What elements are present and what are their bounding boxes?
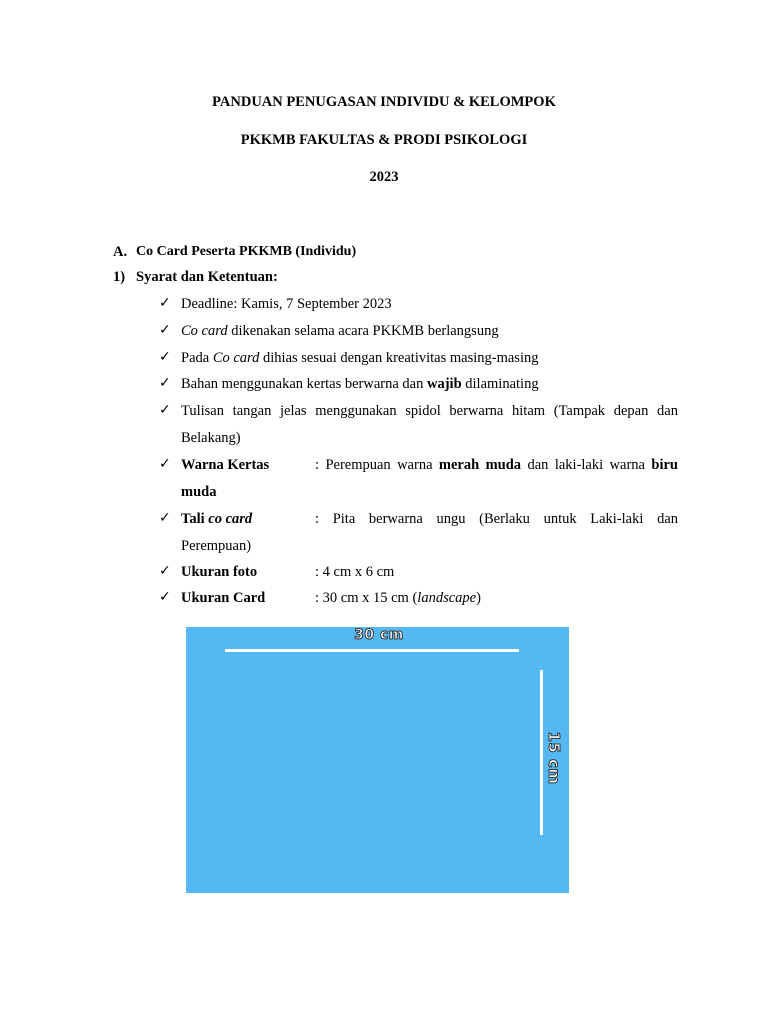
co-card-diagram [186,627,569,893]
spec-card-value [315,589,481,607]
subsection-1-title: Syarat dan Ketentuan: [136,269,278,285]
spec-text-bold: merah muda [438,457,522,473]
item-text: Bahan menggunakan kertas berwarna dan [181,376,427,392]
spec-text-bold: biru [651,457,678,473]
card-height-label: 15 cm [545,731,563,785]
spec-text: : Perempuan warna [315,457,439,473]
item-deadline: Deadline: Kamis, 7 September 2023 [181,296,392,312]
item-text: Pada [181,350,213,366]
item-text-bold: wajib [427,376,462,392]
item-text-italic: Co card [212,350,260,366]
check-icon: ✓ [159,589,171,605]
card-width-line [225,649,519,652]
spec-text: dan laki-laki warna [521,457,652,473]
item-text: dihias sesuai dengan kreativitas masing-masing [259,350,539,366]
item-text: dikenakan selama acara PKKMB berlangsung [227,323,499,339]
spec-tali-value-cont: Perempuan) [181,538,252,554]
spec-tali-value: : Pita berwarna ungu (Berlaku untuk Laki-laki dan [315,511,678,527]
check-icon: ✓ [159,510,171,526]
section-a-marker: A. [113,244,128,260]
check-icon: ✓ [159,349,171,365]
document-year: 2023 [369,169,399,185]
check-icon: ✓ [159,375,171,391]
subsection-1-marker: 1) [113,269,126,285]
card-height-line [540,670,543,835]
check-icon: ✓ [159,322,171,338]
spec-text: : 30 cm x 15 cm ( [315,590,418,606]
spec-warna-label-cont: muda [181,484,217,500]
item-handwriting-line2: Belakang) [181,430,241,446]
spec-text-italic: landscape [417,590,477,606]
check-icon: ✓ [159,402,171,418]
check-icon: ✓ [159,563,171,579]
spec-text-bold-italic: co card [208,511,253,527]
spec-warna-label: Warna Kertas [181,457,270,473]
spec-warna-value [315,456,678,474]
item-text-italic: Co card [181,323,228,339]
spec-card-label: Ukuran Card [181,590,266,606]
document-subtitle: PKKMB FAKULTAS & PRODI PSIKOLOGI [240,132,528,148]
spec-text: ) [476,590,481,606]
check-icon: ✓ [159,456,171,472]
check-icon: ✓ [159,295,171,311]
item-material [181,375,539,393]
spec-foto-value: : 4 cm x 6 cm [315,564,395,580]
spec-text-bold: Tali [181,511,209,527]
item-handwriting-line1: Tulisan tangan jelas menggunakan spidol berwarna hitam (Tampak depan dan [181,403,678,419]
item-decoration [181,349,538,367]
item-text: dilaminating [461,376,539,392]
spec-foto-label: Ukuran foto [181,564,258,580]
card-width-label: 30 cm [354,627,404,643]
item-co-card-usage [181,322,499,340]
section-a-title: Co Card Peserta PKKMB (Individu) [136,244,357,259]
spec-tali-label [181,510,252,528]
document-title: PANDUAN PENUGASAN INDIVIDU & KELOMPOK [212,94,556,110]
